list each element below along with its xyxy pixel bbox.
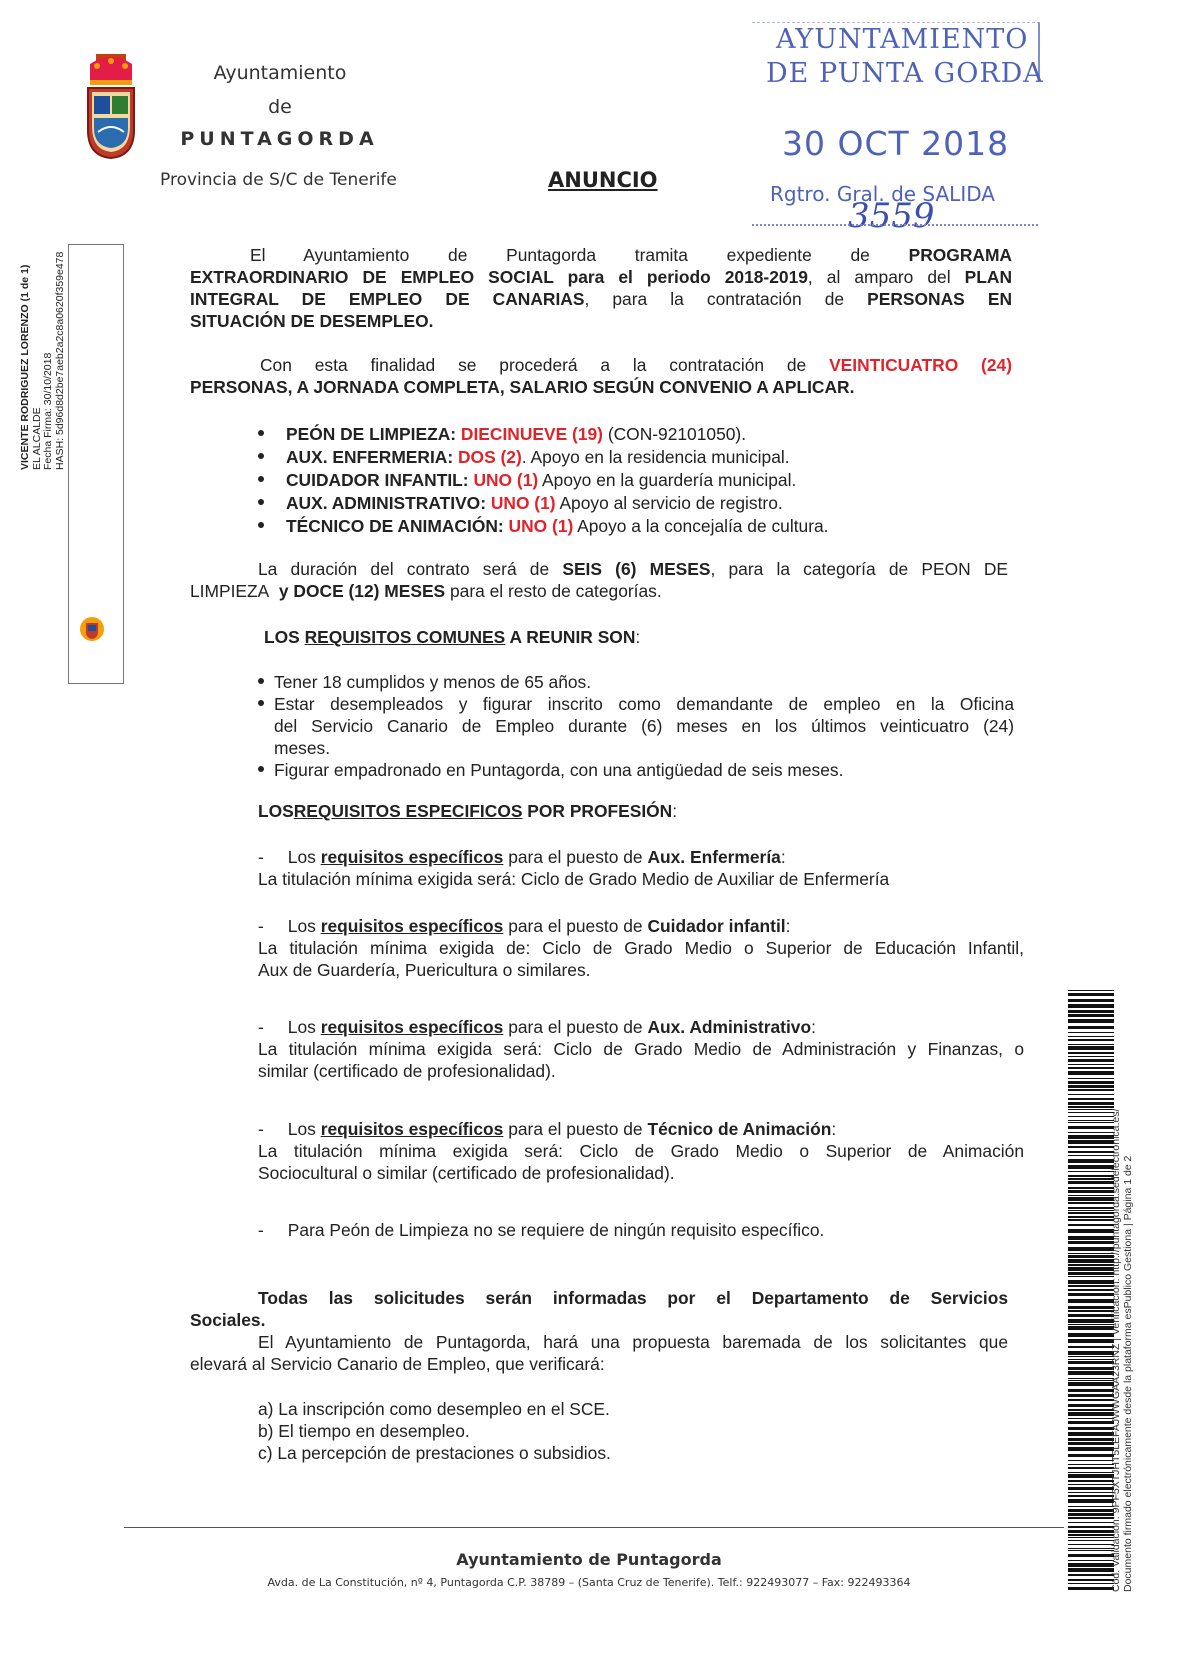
barcode-bar xyxy=(1068,1098,1114,1100)
specific-role: Técnico de Animación xyxy=(647,1119,832,1139)
specific-mid: para el puesto de xyxy=(508,1017,643,1037)
contract-paragraph xyxy=(190,354,1012,398)
barcode-bar xyxy=(1068,1004,1114,1008)
list-item-text: Estar desempleados y figurar inscrito como demandante de empleo en la Oficina xyxy=(274,694,1014,714)
barcode-bar xyxy=(1068,1447,1114,1451)
heading-word: A REUNIR SON xyxy=(509,627,636,647)
specific-line: La titulación mínima exigida será: Ciclo de Grado Medio de Auxiliar de Enfermería xyxy=(258,869,890,889)
positions-list xyxy=(258,423,1018,538)
position-count: UNO (1) xyxy=(508,516,574,536)
barcode-bar xyxy=(1068,1216,1114,1218)
barcode-bar xyxy=(1068,1276,1114,1277)
header-de: de xyxy=(268,96,292,118)
para2-text-a: Con esta finalidad se procederá a la contratación de xyxy=(260,355,807,375)
barcode-bar xyxy=(1068,1487,1114,1490)
intro-text-h: PERSONAS EN xyxy=(867,289,1013,309)
barcode-bar xyxy=(1068,1175,1114,1177)
closing-bold-line: Sociales. xyxy=(190,1310,266,1330)
barcode-bar xyxy=(1068,1247,1114,1251)
barcode-bar xyxy=(1068,1052,1114,1054)
barcode-bar xyxy=(1068,1106,1114,1108)
intro-text-i: SITUACIÓN DE DESEMPLEO. xyxy=(190,311,434,331)
specific-req: requisitos específicos xyxy=(320,1017,504,1037)
bullet-icon xyxy=(258,499,264,505)
barcode-bar xyxy=(1068,1019,1114,1023)
barcode-bar xyxy=(1068,1032,1114,1033)
barcode-bar xyxy=(1068,1351,1114,1355)
signature-signer: VICENTE RODRIGUEZ LORENZO (1 de 1) xyxy=(19,264,31,470)
barcode-bar xyxy=(1068,1526,1114,1528)
position-desc: Apoyo al servicio de registro. xyxy=(559,493,783,513)
barcode-bar xyxy=(1068,1264,1114,1266)
stamp-line-2: DE PUNTA GORDA xyxy=(766,58,1044,89)
position-count: UNO (1) xyxy=(473,470,539,490)
barcode-bar xyxy=(1068,1380,1114,1381)
duration-text-a: La duración del contrato será de xyxy=(258,559,550,579)
list-item-continuation: meses. xyxy=(274,738,331,758)
position-title: AUX. ADMINISTRATIVO: xyxy=(286,493,486,513)
barcode-bar xyxy=(1068,1078,1114,1079)
barcode-bar xyxy=(1068,1472,1114,1473)
barcode-bar xyxy=(1068,1140,1114,1144)
heading-word: LOS xyxy=(258,801,294,821)
specific-role: Cuidador infantil xyxy=(647,916,786,936)
barcode-bar xyxy=(1068,1187,1114,1189)
position-desc: Apoyo en la guardería municipal. xyxy=(542,470,797,490)
barcode-bar xyxy=(1068,1039,1114,1041)
position-item xyxy=(258,492,1018,515)
barcode-bar xyxy=(1068,1280,1114,1284)
specific-role: Aux. Administrativo xyxy=(647,1017,812,1037)
specific-lead: Los xyxy=(287,1017,316,1037)
barcode-bar xyxy=(1068,1517,1114,1519)
specific-peon: - Para Peón de Limpieza no se requiere de ningún requisito específico. xyxy=(258,1220,825,1240)
barcode-bar xyxy=(1068,1122,1114,1123)
stamp-handwritten-number: 3559 xyxy=(848,196,935,236)
barcode-bar xyxy=(1068,1241,1114,1244)
barcode-bar xyxy=(1068,1506,1114,1507)
barcode-bar xyxy=(1068,1159,1114,1163)
bullet-icon xyxy=(258,700,264,706)
barcode-bar xyxy=(1068,1367,1114,1370)
barcode-bar xyxy=(1068,1267,1114,1271)
barcode-bar xyxy=(1068,1464,1114,1465)
stamp-registry: Rgtro. Gral. de SALIDA xyxy=(770,182,995,206)
position-item xyxy=(258,423,1018,446)
barcode-bar xyxy=(1068,1102,1114,1105)
barcode-bar xyxy=(1068,1010,1114,1013)
barcode-bar xyxy=(1068,1151,1114,1153)
list-item xyxy=(258,671,1014,693)
barcode-bar xyxy=(1068,1492,1114,1493)
position-count: UNO (1) xyxy=(490,493,556,513)
intro-text-c: EXTRAORDINARIO DE EMPLEO SOCIAL para el periodo 2018-2019 xyxy=(190,267,808,287)
barcode-bar xyxy=(1068,1361,1114,1364)
specific-lead: Los xyxy=(287,1119,316,1139)
barcode-bar xyxy=(1068,1116,1114,1117)
specific-line: Sociocultural o similar (certificado de profesionalidad). xyxy=(258,1163,675,1183)
list-item xyxy=(258,759,1014,781)
barcode-bar xyxy=(1068,1404,1114,1407)
duration-text-c: , para la categoría de PEON DE xyxy=(710,559,1008,579)
barcode-bar xyxy=(1068,1537,1114,1538)
signature-role: EL ALCALDE xyxy=(30,407,43,470)
specific-line: similar (certificado de profesionalidad). xyxy=(258,1061,556,1081)
specific-line: Aux de Guardería, Puericultura o similares. xyxy=(258,960,591,980)
position-title: PEÓN DE LIMPIEZA: xyxy=(286,424,457,444)
common-requirements-list xyxy=(258,671,1014,781)
barcode-bar xyxy=(1068,1071,1114,1075)
barcode-bar xyxy=(1068,1382,1114,1386)
barcode-bar xyxy=(1068,1195,1114,1196)
verification-list xyxy=(258,1398,858,1464)
intro-text-a: El Ayuntamiento de Puntagorda tramita expediente de xyxy=(250,245,870,265)
barcode-bar xyxy=(1068,1046,1114,1050)
barcode-bar xyxy=(1068,1333,1114,1337)
barcode-bar xyxy=(1068,1089,1114,1091)
closing-line: El Ayuntamiento de Puntagorda, hará una propuesta baremada de los solicitantes que xyxy=(258,1332,1008,1352)
duration-paragraph xyxy=(190,558,1008,602)
barcode-bar xyxy=(1068,1229,1114,1233)
barcode-bar xyxy=(1068,993,1114,996)
intro-text-d: , al amparo del xyxy=(807,267,951,287)
barcode-bar xyxy=(1068,1299,1114,1303)
barcode-bar xyxy=(1068,1509,1114,1512)
footer-divider xyxy=(124,1527,1064,1528)
barcode-bar xyxy=(1068,1467,1114,1469)
barcode-bar xyxy=(1068,1484,1114,1485)
heading-underlined: REQUISITOS COMUNES xyxy=(304,627,506,647)
stamp-date: 30 OCT 2018 xyxy=(782,124,1010,163)
barcode-bar xyxy=(1068,1412,1114,1416)
position-item xyxy=(258,515,1018,538)
barcode-bar xyxy=(1068,1236,1114,1240)
barcode-bar xyxy=(1068,1359,1114,1360)
specific-req: requisitos específicos xyxy=(320,916,504,936)
barcode-bar xyxy=(1068,1427,1114,1430)
barcode-bar xyxy=(1068,990,1114,991)
barcode-bar xyxy=(1068,1346,1114,1348)
barcode-bar xyxy=(1068,1044,1114,1045)
barcode-bar xyxy=(1068,1219,1114,1221)
bullet-icon xyxy=(258,766,264,772)
para2-text-c: PERSONAS, A JORNADA COMPLETA, SALARIO SEGÚN CONVENIO A APLICAR. xyxy=(190,377,855,397)
signature-text xyxy=(20,110,100,470)
barcode-bar xyxy=(1068,1026,1114,1029)
bullet-icon xyxy=(258,453,264,459)
para2-total: VEINTICUATRO (24) xyxy=(829,355,1012,375)
barcode-bar xyxy=(1068,1272,1114,1275)
common-requirements-heading: LOS REQUISITOS COMUNES A REUNIR SON: xyxy=(264,627,641,647)
barcode-bar xyxy=(1068,1132,1114,1133)
heading-word: LOS xyxy=(264,627,300,647)
closing-paragraph xyxy=(190,1287,1008,1375)
barcode-bar xyxy=(1068,999,1114,1002)
barcode-bar xyxy=(1068,1339,1114,1343)
intro-text-e: PLAN xyxy=(964,267,1012,287)
barcode-bar xyxy=(1068,1314,1114,1317)
header-ayuntamiento: Ayuntamiento xyxy=(213,62,347,84)
mini-seal-icon xyxy=(79,616,105,642)
barcode-bar xyxy=(1068,1310,1114,1312)
position-title: AUX. ENFERMERIA: xyxy=(286,447,454,467)
barcode-bar xyxy=(1068,1059,1114,1062)
barcode-bar xyxy=(1068,1499,1114,1503)
barcode-bar xyxy=(1068,1438,1114,1441)
heading-word: POR PROFESIÓN xyxy=(527,801,673,821)
position-count: DOS (2) xyxy=(458,447,522,467)
barcode-bar xyxy=(1068,1293,1114,1296)
barcode-bar xyxy=(1068,1474,1114,1478)
heading-underlined: REQUISITOS ESPECIFICOS xyxy=(293,801,523,821)
signature-hash: HASH: 5d96d8d2be7aeb2a2c8a0620f359e478 xyxy=(53,251,66,470)
footer-address: Avda. de La Constitución, nº 4, Puntagorda C.P. 38789 – (Santa Cruz de Tenerife). Telf.: 922493077 – Fax: 922493364 xyxy=(267,1576,911,1589)
barcode-bar xyxy=(1068,1120,1114,1121)
barcode-bar xyxy=(1068,1178,1114,1180)
list-item-text: Tener 18 cumplidos y menos de 65 años. xyxy=(274,672,592,692)
barcode-bar xyxy=(1068,1371,1114,1375)
barcode-bar xyxy=(1068,1544,1114,1545)
intro-text-f: INTEGRAL DE EMPLEO DE CANARIAS xyxy=(190,289,585,309)
specific-role: Aux. Enfermería xyxy=(647,847,781,867)
stamp-dotted-line xyxy=(752,214,1038,226)
barcode-bar xyxy=(1068,1319,1114,1323)
barcode-bar xyxy=(1068,1135,1114,1139)
header-province: Provincia de S/C de Tenerife xyxy=(160,170,397,190)
barcode-icon xyxy=(1068,990,1114,1590)
barcode-bar xyxy=(1068,1112,1114,1113)
position-item xyxy=(258,446,1018,469)
barcode-bar xyxy=(1068,1522,1114,1523)
barcode-bar xyxy=(1068,1094,1114,1095)
barcode-bar xyxy=(1068,1548,1114,1549)
position-item xyxy=(258,469,1018,492)
barcode-bar xyxy=(1068,1224,1114,1226)
barcode-bar xyxy=(1068,1394,1114,1397)
closing-line: elevará al Servicio Canario de Empleo, que verificará: xyxy=(190,1354,605,1374)
specific-item: - Los requisitos específicos para el puesto de Técnico de Animación: La titulación mínima exigida será: Ciclo de Grado Medio o Superior de Animación Sociocultural o similar (certificado de profesionalidad). xyxy=(258,1119,1024,1183)
validation-line: Documento firmado electrónicamente desde la plataforma esPublico Gestiona | Página 1 de 2 xyxy=(1122,1155,1134,1592)
barcode-bar xyxy=(1068,1530,1114,1533)
specific-mid: para el puesto de xyxy=(508,1119,643,1139)
validation-text xyxy=(1110,952,1134,1592)
barcode-bar xyxy=(1068,1171,1114,1172)
barcode-bar xyxy=(1068,1081,1114,1084)
specific-lead: Los xyxy=(287,847,316,867)
specific-line: La titulación mínima exigida será: Ciclo de Grado Medio o Superior de Animación xyxy=(258,1141,1024,1161)
specific-item: - Los requisitos específicos para el puesto de Aux. Administrativo: La titulación mínima exigida será: Ciclo de Grado Medio de Administración y Finanzas, o similar (certificado de profesionalidad). xyxy=(258,1017,1024,1081)
barcode-bar xyxy=(1068,1324,1114,1325)
barcode-bar xyxy=(1068,1540,1114,1541)
position-desc: Apoyo a la concejalía de cultura. xyxy=(577,516,829,536)
intro-text-b: PROGRAMA xyxy=(908,245,1012,265)
barcode-bar xyxy=(1068,1378,1114,1379)
bullet-icon xyxy=(258,476,264,482)
position-desc: . Apoyo en la residencia municipal. xyxy=(521,447,790,467)
specific-peon-text: Para Peón de Limpieza no se requiere de ningún requisito específico. xyxy=(287,1220,825,1240)
specific-lead: Los xyxy=(287,916,316,936)
barcode-bar xyxy=(1068,1146,1114,1148)
barcode-bar xyxy=(1068,1285,1114,1287)
specific-line: La titulación mínima exigida será: Ciclo de Grado Medio de Administración y Finanzas, o xyxy=(258,1039,1024,1059)
specific-requirements-heading: LOSREQUISITOS ESPECIFICOS POR PROFESIÓN: xyxy=(258,801,678,821)
intro-paragraph xyxy=(190,244,1012,332)
barcode-bar xyxy=(1068,1432,1114,1436)
barcode-bar xyxy=(1068,1289,1114,1291)
barcode-bar xyxy=(1068,1056,1114,1057)
barcode-bar xyxy=(1068,1210,1114,1211)
document-title: ANUNCIO xyxy=(548,168,658,192)
barcode-bar xyxy=(1068,1109,1114,1110)
verification-item: b) El tiempo en desempleo. xyxy=(258,1421,470,1441)
barcode-bar xyxy=(1068,1036,1114,1037)
verification-item: c) La percepción de prestaciones o subsidios. xyxy=(258,1443,611,1463)
barcode-bar xyxy=(1068,1534,1114,1536)
position-count: DIECINUEVE (19) xyxy=(460,424,603,444)
bullet-icon xyxy=(258,522,264,528)
footer-name: Ayuntamiento de Puntagorda xyxy=(456,1550,722,1569)
duration-twelve-months: y DOCE (12) MESES xyxy=(278,581,446,601)
barcode-bar xyxy=(1068,1442,1114,1445)
header-municipality: PUNTAGORDA xyxy=(180,128,379,150)
barcode-bar xyxy=(1068,1085,1114,1088)
bullet-icon xyxy=(258,678,264,684)
barcode-bar xyxy=(1068,1064,1114,1065)
signature-date: Fecha Firma: 30/10/2018 xyxy=(42,352,54,470)
barcode-bar xyxy=(1068,1155,1114,1156)
barcode-bar xyxy=(1068,1513,1114,1516)
barcode-bar xyxy=(1068,1190,1114,1193)
barcode-bar xyxy=(1068,1014,1114,1017)
validation-line: Cód. Validación: 9PF5XTJHT5LEFAJWWGAA23RNZ | Verificación: http://puntagorda.sedelectronica.es/ xyxy=(1110,1108,1122,1592)
barcode-bar xyxy=(1068,1356,1114,1357)
barcode-bar xyxy=(1068,1418,1114,1419)
barcode-bar xyxy=(1068,1399,1114,1401)
barcode-bar xyxy=(1068,1255,1114,1258)
duration-six-months: SEIS (6) MESES xyxy=(562,559,711,579)
position-title: TÉCNICO DE ANIMACIÓN: xyxy=(286,516,504,536)
stamp-line-1: AYUNTAMIENTO xyxy=(776,24,1029,55)
barcode-bar xyxy=(1068,1421,1114,1424)
verification-item: a) La inscripción como desempleo en el SCE. xyxy=(258,1399,610,1419)
duration-text-d: LIMPIEZA xyxy=(190,581,270,601)
barcode-bar xyxy=(1068,1259,1114,1263)
specific-item: - Los requisitos específicos para el puesto de Cuidador infantil: La titulación mínima exigida de: Ciclo de Grado Medio o Superior de Educación Infantil, Aux de Guardería, Puericultura o similares. xyxy=(258,916,1024,980)
barcode-bar xyxy=(1068,1409,1114,1411)
position-desc: (CON-92101050). xyxy=(607,424,747,444)
barcode-bar xyxy=(1068,1253,1114,1254)
barcode-bar xyxy=(1068,1460,1114,1461)
barcode-bar xyxy=(1068,1495,1114,1497)
barcode-bar xyxy=(1068,1207,1114,1209)
bullet-icon xyxy=(258,430,264,436)
specific-req: requisitos específicos xyxy=(320,1119,504,1139)
specific-req: requisitos específicos xyxy=(320,847,504,867)
barcode-bar xyxy=(1068,1202,1114,1204)
intro-text-g: , para la contratación de xyxy=(584,289,845,309)
duration-text-f: para el resto de categorías. xyxy=(450,581,662,601)
list-item xyxy=(258,693,1014,715)
barcode-bar xyxy=(1068,1326,1114,1330)
barcode-bar xyxy=(1068,1212,1114,1214)
barcode-bar xyxy=(1068,1389,1114,1392)
barcode-bar xyxy=(1068,1165,1114,1169)
barcode-bar xyxy=(1068,1067,1114,1069)
specific-mid: para el puesto de xyxy=(508,847,643,867)
barcode-bar xyxy=(1068,1480,1114,1482)
barcode-bar xyxy=(1068,1454,1114,1457)
list-item-continuation: del Servicio Canario de Empleo durante (6) meses en los últimos veinticuatro (24) xyxy=(274,716,1014,736)
barcode-bar xyxy=(1068,1181,1114,1184)
specific-mid: para el puesto de xyxy=(508,916,643,936)
specific-line: La titulación mínima exigida de: Ciclo de Grado Medio o Superior de Educación Infantil, xyxy=(258,938,1024,958)
barcode-bar xyxy=(1068,1306,1114,1309)
specific-item: - Los requisitos específicos para el puesto de Aux. Enfermería: La titulación mínima exigida será: Ciclo de Grado Medio de Auxiliar de Enfermería xyxy=(258,846,1024,890)
position-title: CUIDADOR INFANTIL: xyxy=(286,470,469,490)
list-item-text: Figurar empadronado en Puntagorda, con una antigüedad de seis meses. xyxy=(274,760,844,780)
barcode-bar xyxy=(1068,1197,1114,1201)
barcode-bar xyxy=(1068,1126,1114,1129)
closing-bold-line: Todas las solicitudes serán informadas por el Departamento de Servicios xyxy=(258,1288,1008,1308)
